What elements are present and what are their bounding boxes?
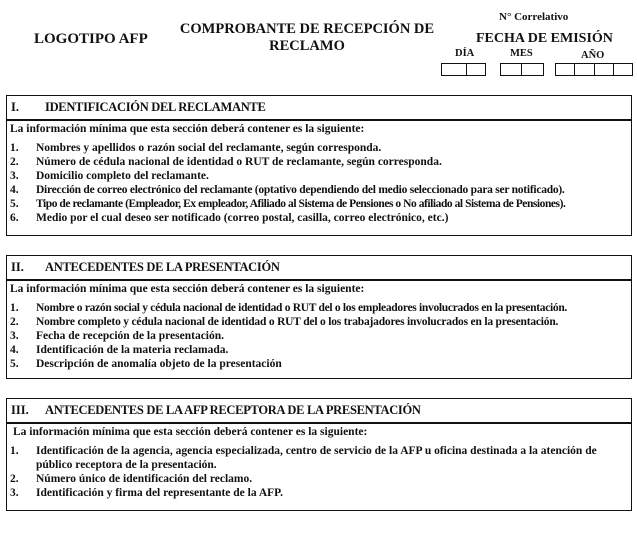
list-item — [10, 183, 631, 197]
item-number: 1. — [10, 445, 19, 457]
section-identificacion-reclamante — [6, 95, 632, 236]
fecha-emision-label: FECHA DE EMISIÓN — [476, 31, 613, 46]
logo-placeholder: LOGOTIPO AFP — [34, 31, 148, 47]
ano-label: AÑO — [581, 50, 605, 61]
item-number: 3. — [10, 487, 19, 499]
item-text: Fecha de recepción de la presentación. — [36, 330, 225, 342]
correlativo-label: N° Correlativo — [499, 11, 569, 23]
section-intro: La información mínima que esta sección deberá contener es la siguiente: — [13, 426, 368, 438]
section-header — [7, 256, 631, 281]
section-header — [7, 399, 631, 424]
list-item — [10, 472, 621, 486]
section-list — [7, 301, 631, 371]
list-item — [10, 141, 631, 155]
item-number: 6. — [10, 212, 19, 224]
section-antecedentes-afp-receptora — [6, 398, 632, 511]
section-header — [7, 96, 631, 121]
dia-label: DÍA — [455, 48, 475, 59]
item-text: Identificación de la materia reclamada. — [36, 344, 229, 356]
list-item — [10, 197, 631, 211]
item-text: Descripción de anomalía objeto de la presentación — [36, 358, 282, 370]
item-number: 1. — [10, 142, 19, 154]
document-title: COMPROBANTE DE RECEPCIÓN DE RECLAMO — [179, 21, 435, 54]
item-text: Dirección de correo electrónico del reclamante (optativo dependiendo del medio seleccionado para ser notificado). — [36, 184, 565, 196]
list-item — [10, 486, 621, 500]
section-list — [7, 141, 631, 225]
ano-input-boxes[interactable] — [555, 63, 633, 76]
item-text: Nombre completo y cédula nacional de identidad o RUT del o los trabajadores involucrados en la presentación. — [36, 316, 559, 328]
list-item — [10, 357, 631, 371]
dia-input-boxes[interactable] — [441, 63, 486, 76]
list-item — [10, 315, 631, 329]
item-text: Identificación de la agencia, agencia especializada, centro de servicio de la AFP u oficina destinada a la atención de público receptora de la presentación. — [36, 445, 597, 471]
section-intro: La información mínima que esta sección deberá contener es la siguiente: — [10, 283, 365, 295]
list-item — [10, 444, 621, 472]
section-number: I. — [11, 100, 19, 114]
ano-digit-box[interactable] — [556, 64, 574, 75]
mes-label: MES — [510, 48, 533, 59]
list-item — [10, 169, 631, 183]
item-number: 5. — [10, 358, 19, 370]
section-intro: La información mínima que esta sección deberá contener es la siguiente: — [10, 123, 365, 135]
item-number: 1. — [10, 302, 19, 314]
ano-digit-box[interactable] — [613, 64, 632, 75]
item-number: 2. — [10, 156, 19, 168]
item-number: 3. — [10, 330, 19, 342]
section-title: IDENTIFICACIÓN DEL RECLAMANTE — [45, 100, 266, 114]
section-number: II. — [11, 260, 24, 274]
item-number: 4. — [10, 344, 19, 356]
item-text: Nombres y apellidos o razón social del reclamante, según corresponda. — [36, 142, 382, 154]
mes-input-boxes[interactable] — [500, 63, 544, 76]
item-number: 2. — [10, 316, 19, 328]
section-list — [7, 444, 631, 500]
ano-digit-box[interactable] — [594, 64, 613, 75]
mes-digit-box[interactable] — [501, 64, 521, 75]
list-item — [10, 155, 631, 169]
mes-digit-box[interactable] — [521, 64, 543, 75]
item-number: 3. — [10, 170, 19, 182]
dia-digit-box[interactable] — [442, 64, 466, 75]
section-number: III. — [11, 403, 29, 417]
list-item — [10, 301, 631, 315]
item-text: Nombre o razón social y cédula nacional de identidad o RUT del o los empleadores involucrados en la presentación. — [36, 302, 568, 314]
list-item — [10, 343, 631, 357]
item-text: Número único de identificación del reclamo. — [36, 473, 253, 485]
list-item — [10, 329, 631, 343]
section-title: ANTECEDENTES DE LA AFP RECEPTORA DE LA PRESENTACIÓN — [45, 403, 421, 417]
section-antecedentes-presentacion — [6, 255, 632, 379]
item-number: 2. — [10, 473, 19, 485]
item-text: Domicilio completo del reclamante. — [36, 170, 209, 182]
item-number: 5. — [10, 198, 19, 210]
list-item — [10, 211, 631, 225]
item-text: Identificación y firma del representante de la AFP. — [36, 487, 284, 499]
item-text: Número de cédula nacional de identidad o RUT de reclamante, según corresponda. — [36, 156, 442, 168]
dia-digit-box[interactable] — [466, 64, 485, 75]
item-number: 4. — [10, 184, 19, 196]
item-text: Medio por el cual deseo ser notificado (correo postal, casilla, correo electrónico, etc.) — [36, 212, 449, 224]
section-title: ANTECEDENTES DE LA PRESENTACIÓN — [45, 260, 280, 274]
ano-digit-box[interactable] — [574, 64, 594, 75]
item-text: Tipo de reclamante (Empleador, Ex empleador, Afiliado al Sistema de Pensiones o No afiliado al Sistema de Pensiones). — [36, 198, 566, 210]
